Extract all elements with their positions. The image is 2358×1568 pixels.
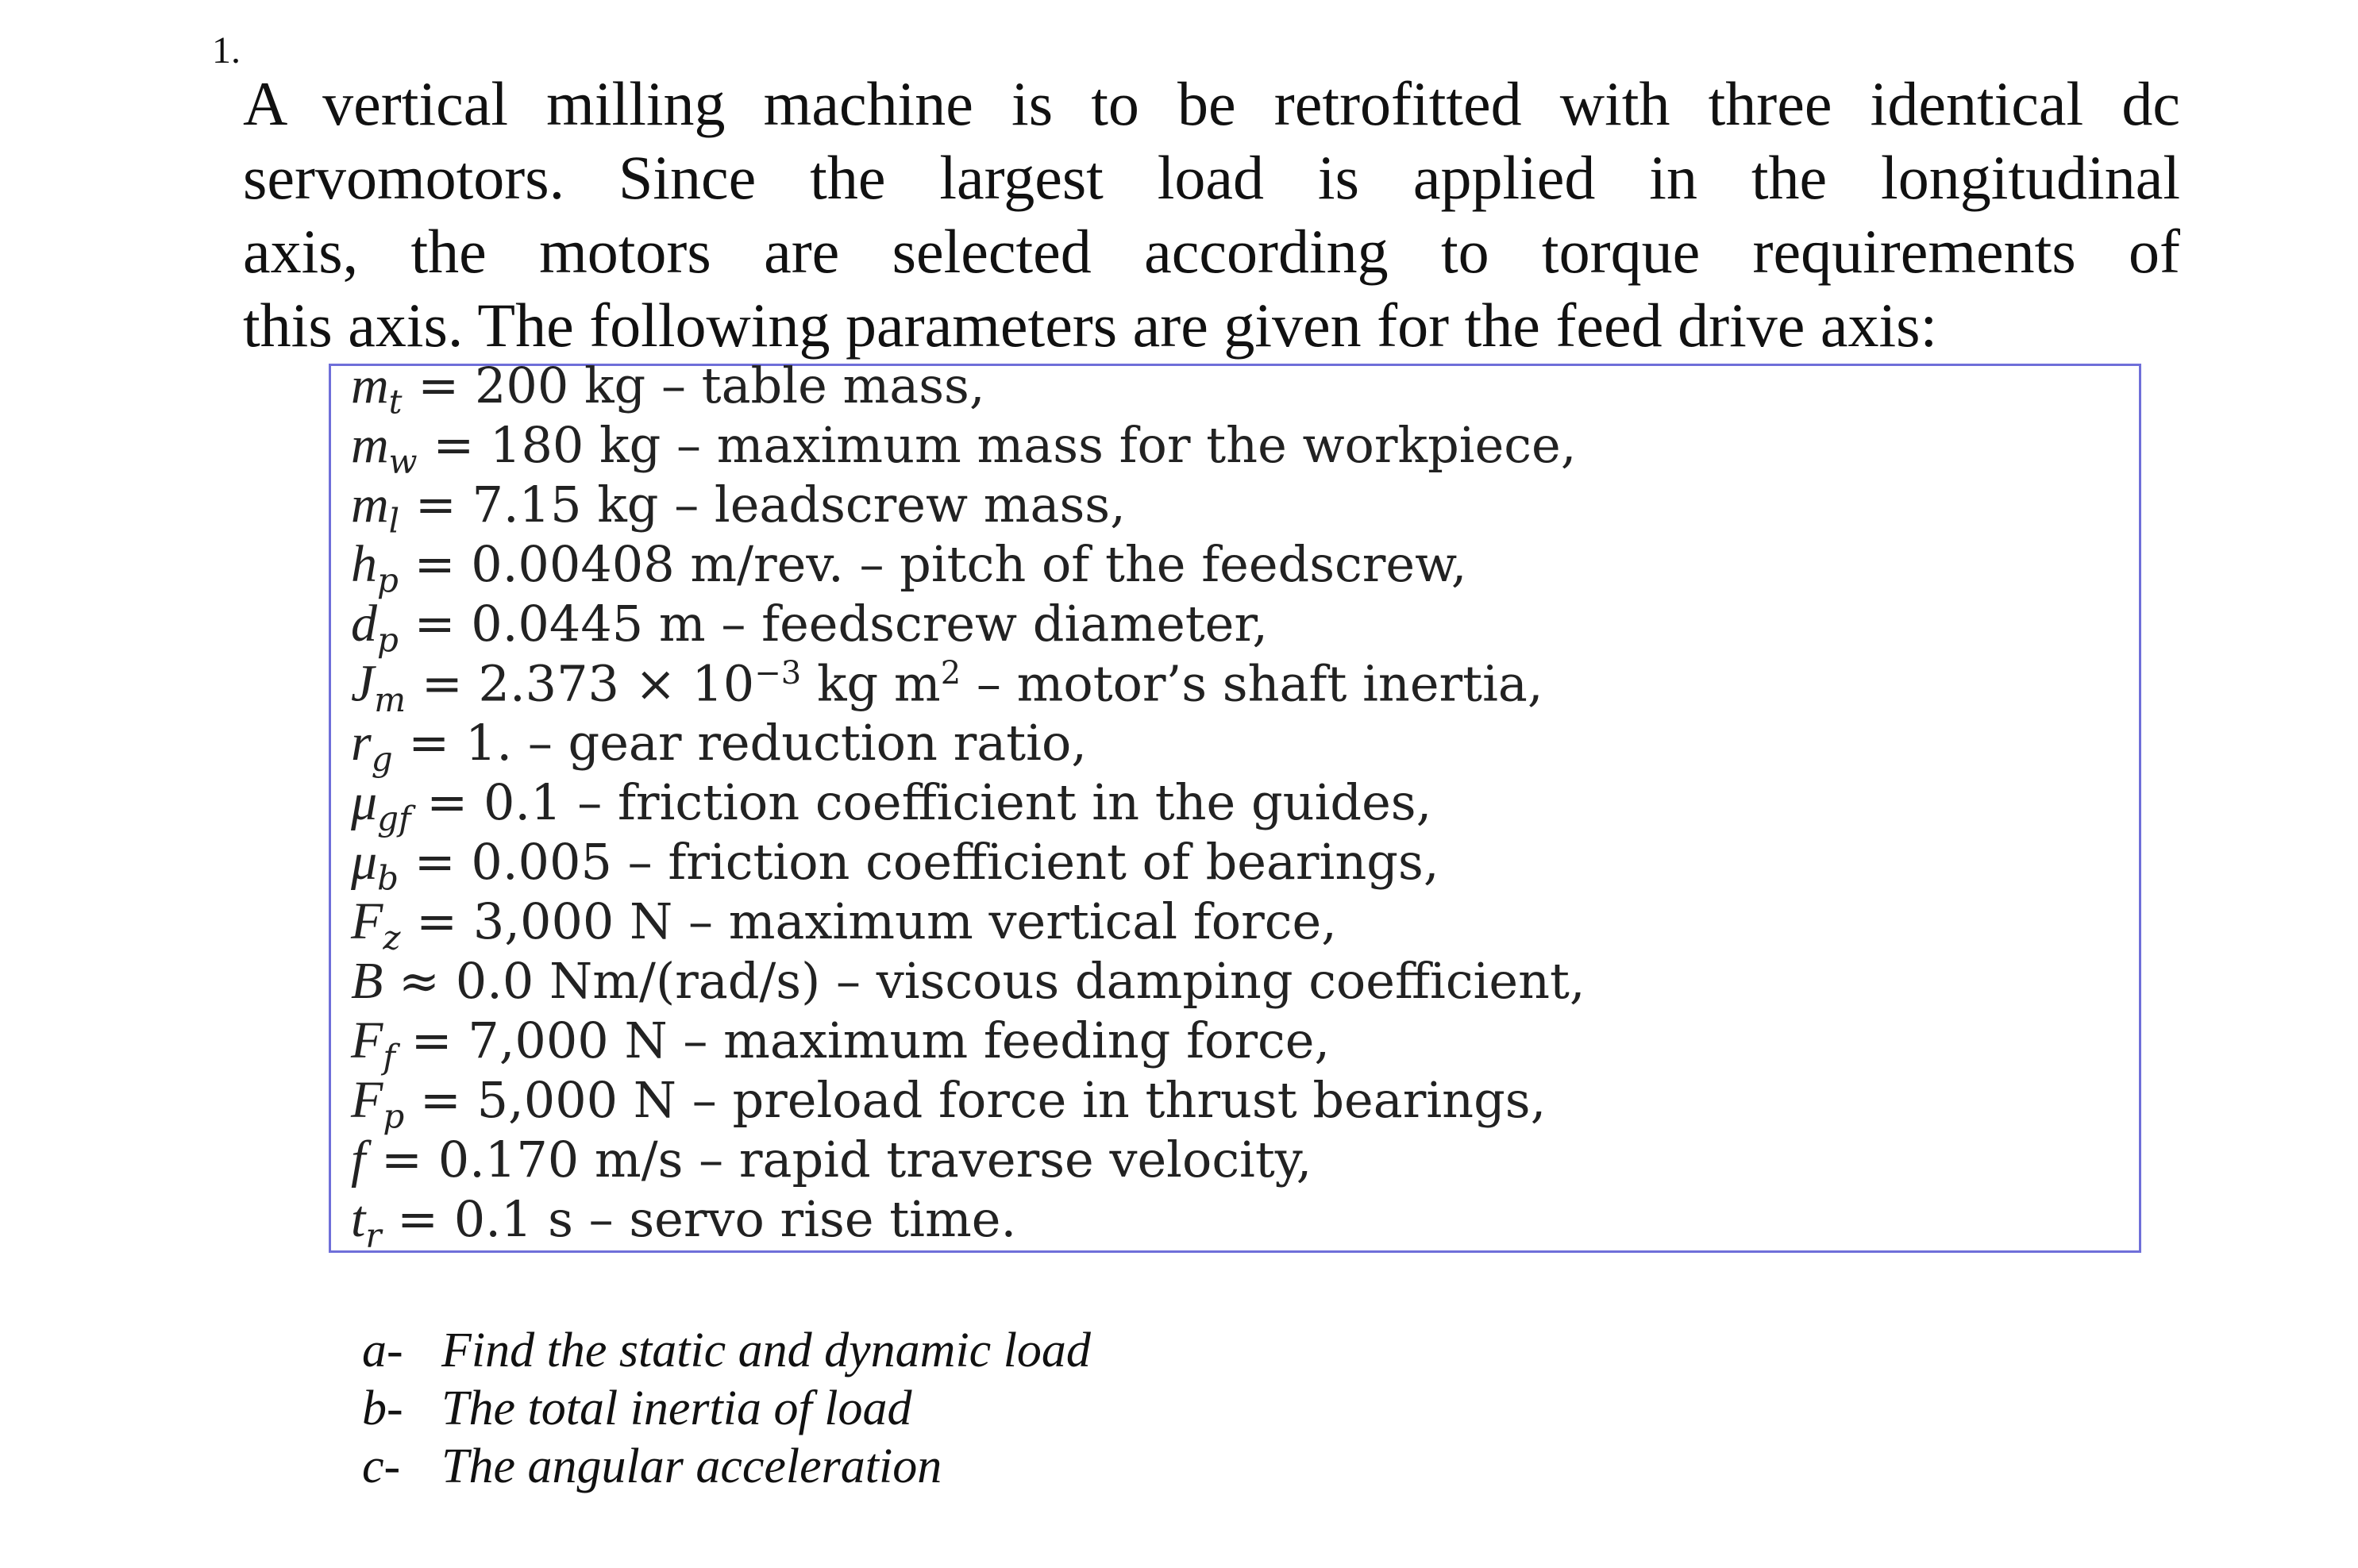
param-description: – friction coefficient of bearings, [611, 833, 1439, 891]
param-description: – friction coefficient in the guides, [561, 773, 1432, 831]
param-subscript: w [388, 441, 418, 481]
param-subscript: gf [377, 799, 411, 838]
param-subscript: g [371, 739, 393, 779]
param-value: 7.15 kg [472, 476, 659, 534]
param-relation: = [410, 773, 484, 831]
question-item [362, 1438, 1091, 1496]
param-relation: = [395, 1011, 468, 1069]
question-list [362, 1322, 1091, 1496]
param-symbol: f [351, 1131, 366, 1189]
param-value: 1. [464, 714, 513, 772]
param-table-mass [351, 356, 985, 422]
param-symbol: B [351, 952, 383, 1010]
question-marker: a- [362, 1323, 403, 1377]
param-symbol: m [351, 476, 389, 534]
param-subscript: t [388, 382, 403, 422]
question-item [362, 1322, 1091, 1380]
param-bearing-friction [351, 833, 1439, 898]
param-symbol: h [351, 535, 377, 593]
param-relation: = [392, 714, 465, 772]
parameter-box [329, 356, 2141, 1255]
param-relation: = [399, 476, 472, 534]
param-relation: = [381, 1190, 454, 1248]
param-symbol: m [351, 416, 389, 474]
param-value: 3,000 N [472, 892, 673, 950]
param-value: 0.00408 m/rev. [471, 535, 844, 593]
param-symbol: m [351, 356, 389, 414]
param-symbol: r [351, 714, 372, 772]
param-relation: = [406, 654, 479, 713]
param-subscript: p [377, 561, 399, 600]
question-item [362, 1380, 1091, 1438]
param-symbol: t [351, 1190, 366, 1248]
param-description: – viscous damping coefficient, [820, 952, 1585, 1010]
param-value: 180 kg [490, 416, 661, 474]
param-value: 0.1 [483, 773, 562, 831]
param-feedscrew-diameter [351, 595, 1268, 660]
param-symbol: μ [351, 833, 378, 891]
param-symbol: F [351, 1071, 383, 1129]
param-value: 200 kg [474, 356, 646, 414]
param-vertical-force [351, 892, 1337, 957]
param-leadscrew-mass [351, 476, 1126, 541]
param-subscript: b [377, 858, 399, 898]
param-description: – table mass, [645, 356, 985, 414]
param-rise-time [351, 1190, 1017, 1255]
param-description: – rapid traverse velocity, [683, 1131, 1312, 1189]
param-relation: = [365, 1131, 438, 1189]
param-subscript: m [374, 680, 406, 720]
intro-line: A vertical milling machine is to be retrofitted with three identical dc [243, 69, 2180, 138]
param-relation: = [398, 595, 472, 653]
param-subscript: l [388, 501, 400, 541]
intro-line: this axis. The following parameters are given for the feed drive axis: [243, 291, 1938, 360]
param-subscript: r [365, 1215, 382, 1255]
param-symbol: J [351, 654, 375, 713]
param-description: – feedscrew diameter, [705, 595, 1268, 653]
param-preload-force [351, 1071, 1547, 1136]
question-text: The angular acceleration [441, 1439, 942, 1493]
param-description: – pitch of the feedscrew, [843, 535, 1467, 593]
param-description: – preload force in thrust bearings, [676, 1071, 1547, 1129]
param-description: – gear reduction ratio, [512, 714, 1087, 772]
param-description: – maximum feeding force, [667, 1011, 1331, 1069]
param-relation: = [417, 416, 490, 474]
param-symbol: F [351, 892, 383, 950]
param-symbol: μ [351, 773, 378, 831]
param-superscript: 2 [940, 655, 961, 692]
param-relation: = [402, 356, 475, 414]
param-value: 7,000 N [468, 1011, 668, 1069]
param-subscript: p [377, 620, 399, 660]
intro-line: servomotors. Since the largest load is applied in the longitudinal [243, 143, 2180, 212]
param-relation: ≈ [383, 952, 456, 1010]
question-text: The total inertia of load [441, 1381, 912, 1435]
param-description: – maximum mass for the workpiece, [661, 416, 1577, 474]
param-motor-inertia [351, 654, 1543, 720]
question-number: 1. [212, 29, 241, 71]
question-marker: c- [362, 1439, 401, 1493]
param-guide-friction [351, 773, 1432, 838]
param-feeding-force [351, 1011, 1331, 1077]
param-superscript: −3 [754, 655, 802, 692]
question-text: Find the static and dynamic load [441, 1323, 1091, 1377]
param-value-unit: kg m [801, 654, 941, 713]
param-gear-ratio [351, 714, 1087, 779]
param-description: – motor’s shaft inertia, [961, 654, 1543, 713]
param-description: – leadscrew mass, [658, 476, 1126, 534]
param-relation: = [404, 1071, 477, 1129]
param-viscous-damping [351, 952, 1585, 1010]
intro-paragraph [243, 67, 2180, 362]
param-value: 0.005 [471, 833, 612, 891]
param-workpiece-mass [351, 416, 1577, 481]
param-traverse-velocity [351, 1131, 1312, 1189]
param-value: 0.0445 m [471, 595, 706, 653]
param-subscript: p [383, 1096, 405, 1136]
param-value: 0.1 s [453, 1190, 573, 1248]
param-symbol: F [351, 1011, 383, 1069]
param-subscript: z [383, 918, 401, 957]
param-value: 5,000 N [476, 1071, 677, 1129]
question-marker: b- [362, 1381, 403, 1435]
param-symbol: d [351, 595, 377, 653]
param-relation: = [398, 535, 472, 593]
intro-line: axis, the motors are selected according to torque requirements of [243, 217, 2180, 286]
param-relation: = [399, 833, 472, 891]
param-value: 0.170 m/s [437, 1131, 684, 1189]
param-value: 2.373 × 10 [478, 654, 755, 713]
param-relation: = [400, 892, 473, 950]
param-description: – servo rise time. [572, 1190, 1017, 1248]
param-value: 0.0 Nm/(rad/s) [455, 952, 821, 1010]
param-description: – maximum vertical force, [672, 892, 1337, 950]
param-feedscrew-pitch [351, 535, 1467, 600]
param-subscript: f [383, 1037, 395, 1077]
